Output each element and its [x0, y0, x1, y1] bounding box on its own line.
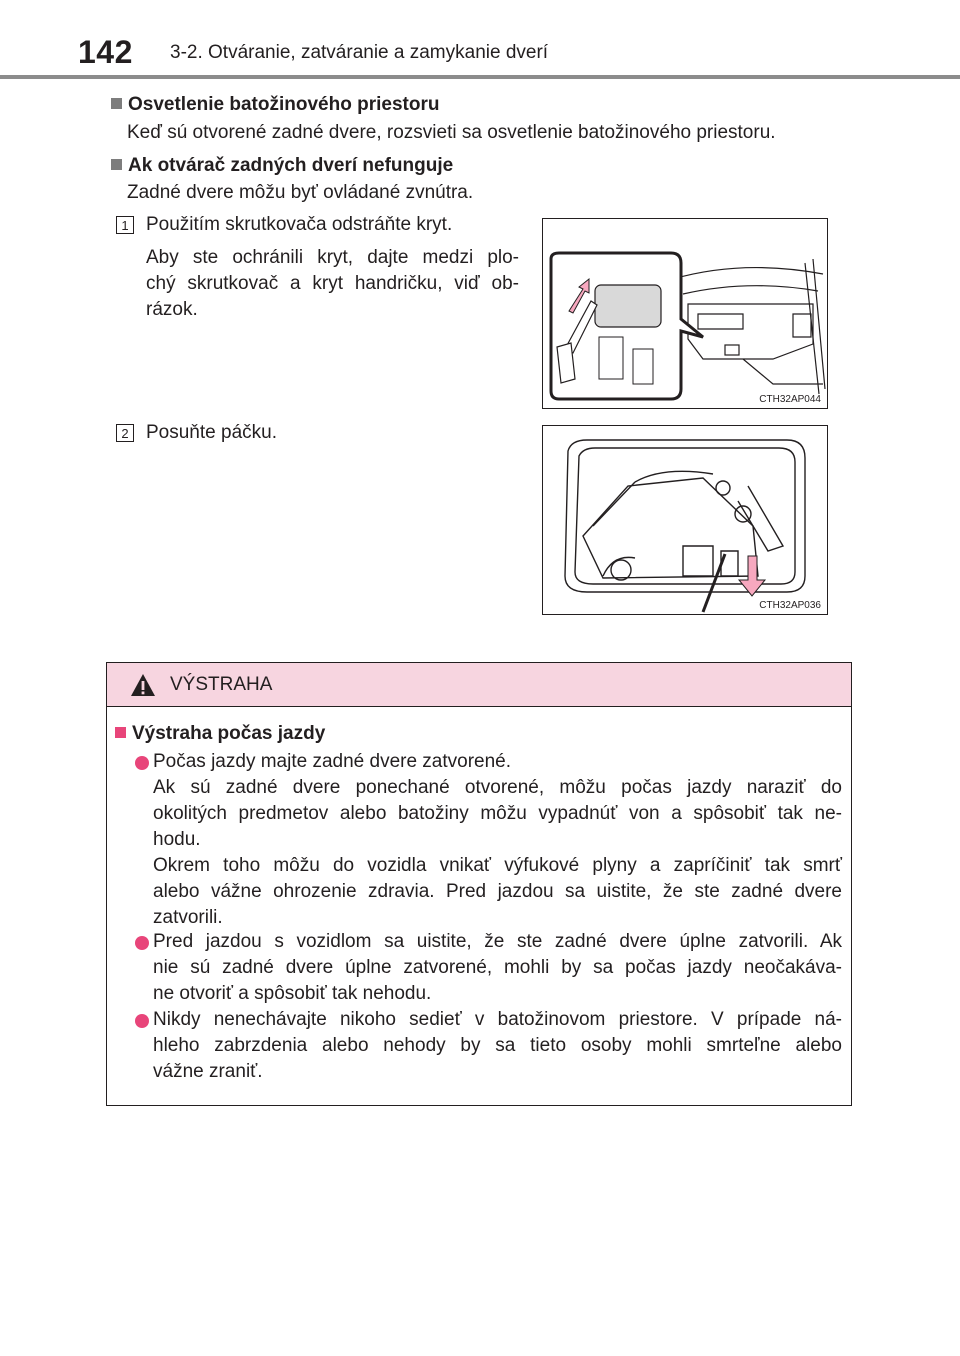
- warning-bullet-2: Pred jazdou s vozidlom sa uistite, že ste zadné dvere úplne zatvorili. Ak nie sú zadné dvere úplne zatvorené, mohli by sa počas jazdy neočakáva- ne otvoriť a spôsobiť tak nehodu.: [153, 931, 842, 1004]
- warning-box: [106, 662, 852, 1106]
- bullet-icon: [135, 936, 149, 950]
- figure-code-2: CTH32AP036: [759, 600, 821, 611]
- bullet-icon: [135, 1014, 149, 1028]
- step-number-2: 2: [116, 424, 134, 442]
- step-text-2: Posuňte páčku.: [146, 422, 277, 443]
- section-heading-lighting: Osvetlenie batožinového priestoru: [111, 94, 439, 116]
- section-text-lighting: Keď sú otvorené zadné dvere, rozsvieti sa osvetlenie batožinového priestoru.: [127, 122, 776, 143]
- chapter-title: 3-2. Otváranie, zatváranie a zamykanie dverí: [170, 42, 549, 63]
- warning-triangle-icon: [130, 673, 156, 697]
- cover-removal-illustration: [543, 219, 829, 410]
- step-text-1: Použitím skrutkovača odstráňte kryt.: [146, 214, 453, 235]
- warning-bullet-3: Nikdy nenechávajte nikoho sedieť v batožinovom priestore. V prípade ná- hleho zabrzdenia alebo nehody by sa tieto osoby mohli smrteľne alebo vážne zraniť.: [153, 1009, 842, 1082]
- figure-remove-cover: [542, 218, 828, 409]
- gray-square-icon: [111, 159, 122, 170]
- step-number-1: 1: [116, 216, 134, 234]
- warning-bullet-1: Počas jazdy majte zadné dvere zatvorené. Ak sú zadné dvere ponechané otvorené, môžu počas jazdy naraziť do okolitých predmetov alebo batožiny môžu vypadnúť von a spôsobiť tak ne- hodu. Okrem toho môžu do vozidla vnikať výfukové plyny a zapríčiniť tak smrť alebo vážne ohrozenie zdravia. Pred jazdou sa uistite, že ste zadné dvere zatvorili.: [153, 751, 842, 928]
- warning-heading: Výstraha počas jazdy: [115, 723, 325, 745]
- section-text-opener: Zadné dvere môžu byť ovládané zvnútra.: [127, 182, 474, 203]
- figure-code-1: CTH32AP044: [759, 394, 821, 405]
- header-rule: [0, 75, 960, 79]
- figure-slide-lever: [542, 425, 828, 615]
- bullet-icon: [135, 756, 149, 770]
- gray-square-icon: [111, 98, 122, 109]
- page-header: [0, 0, 960, 80]
- section-heading-opener: Ak otvárač zadných dverí nefunguje: [111, 155, 453, 177]
- warning-title: VÝSTRAHA: [170, 674, 273, 695]
- pink-square-icon: [115, 727, 126, 738]
- step-note-1: Aby ste ochránili kryt, dajte medzi plo- chý skrutkovač a kryt handričku, viď ob- rázok.: [146, 247, 519, 320]
- lever-illustration: [543, 426, 829, 616]
- warning-header: [107, 663, 851, 707]
- page-number: 142: [78, 34, 133, 70]
